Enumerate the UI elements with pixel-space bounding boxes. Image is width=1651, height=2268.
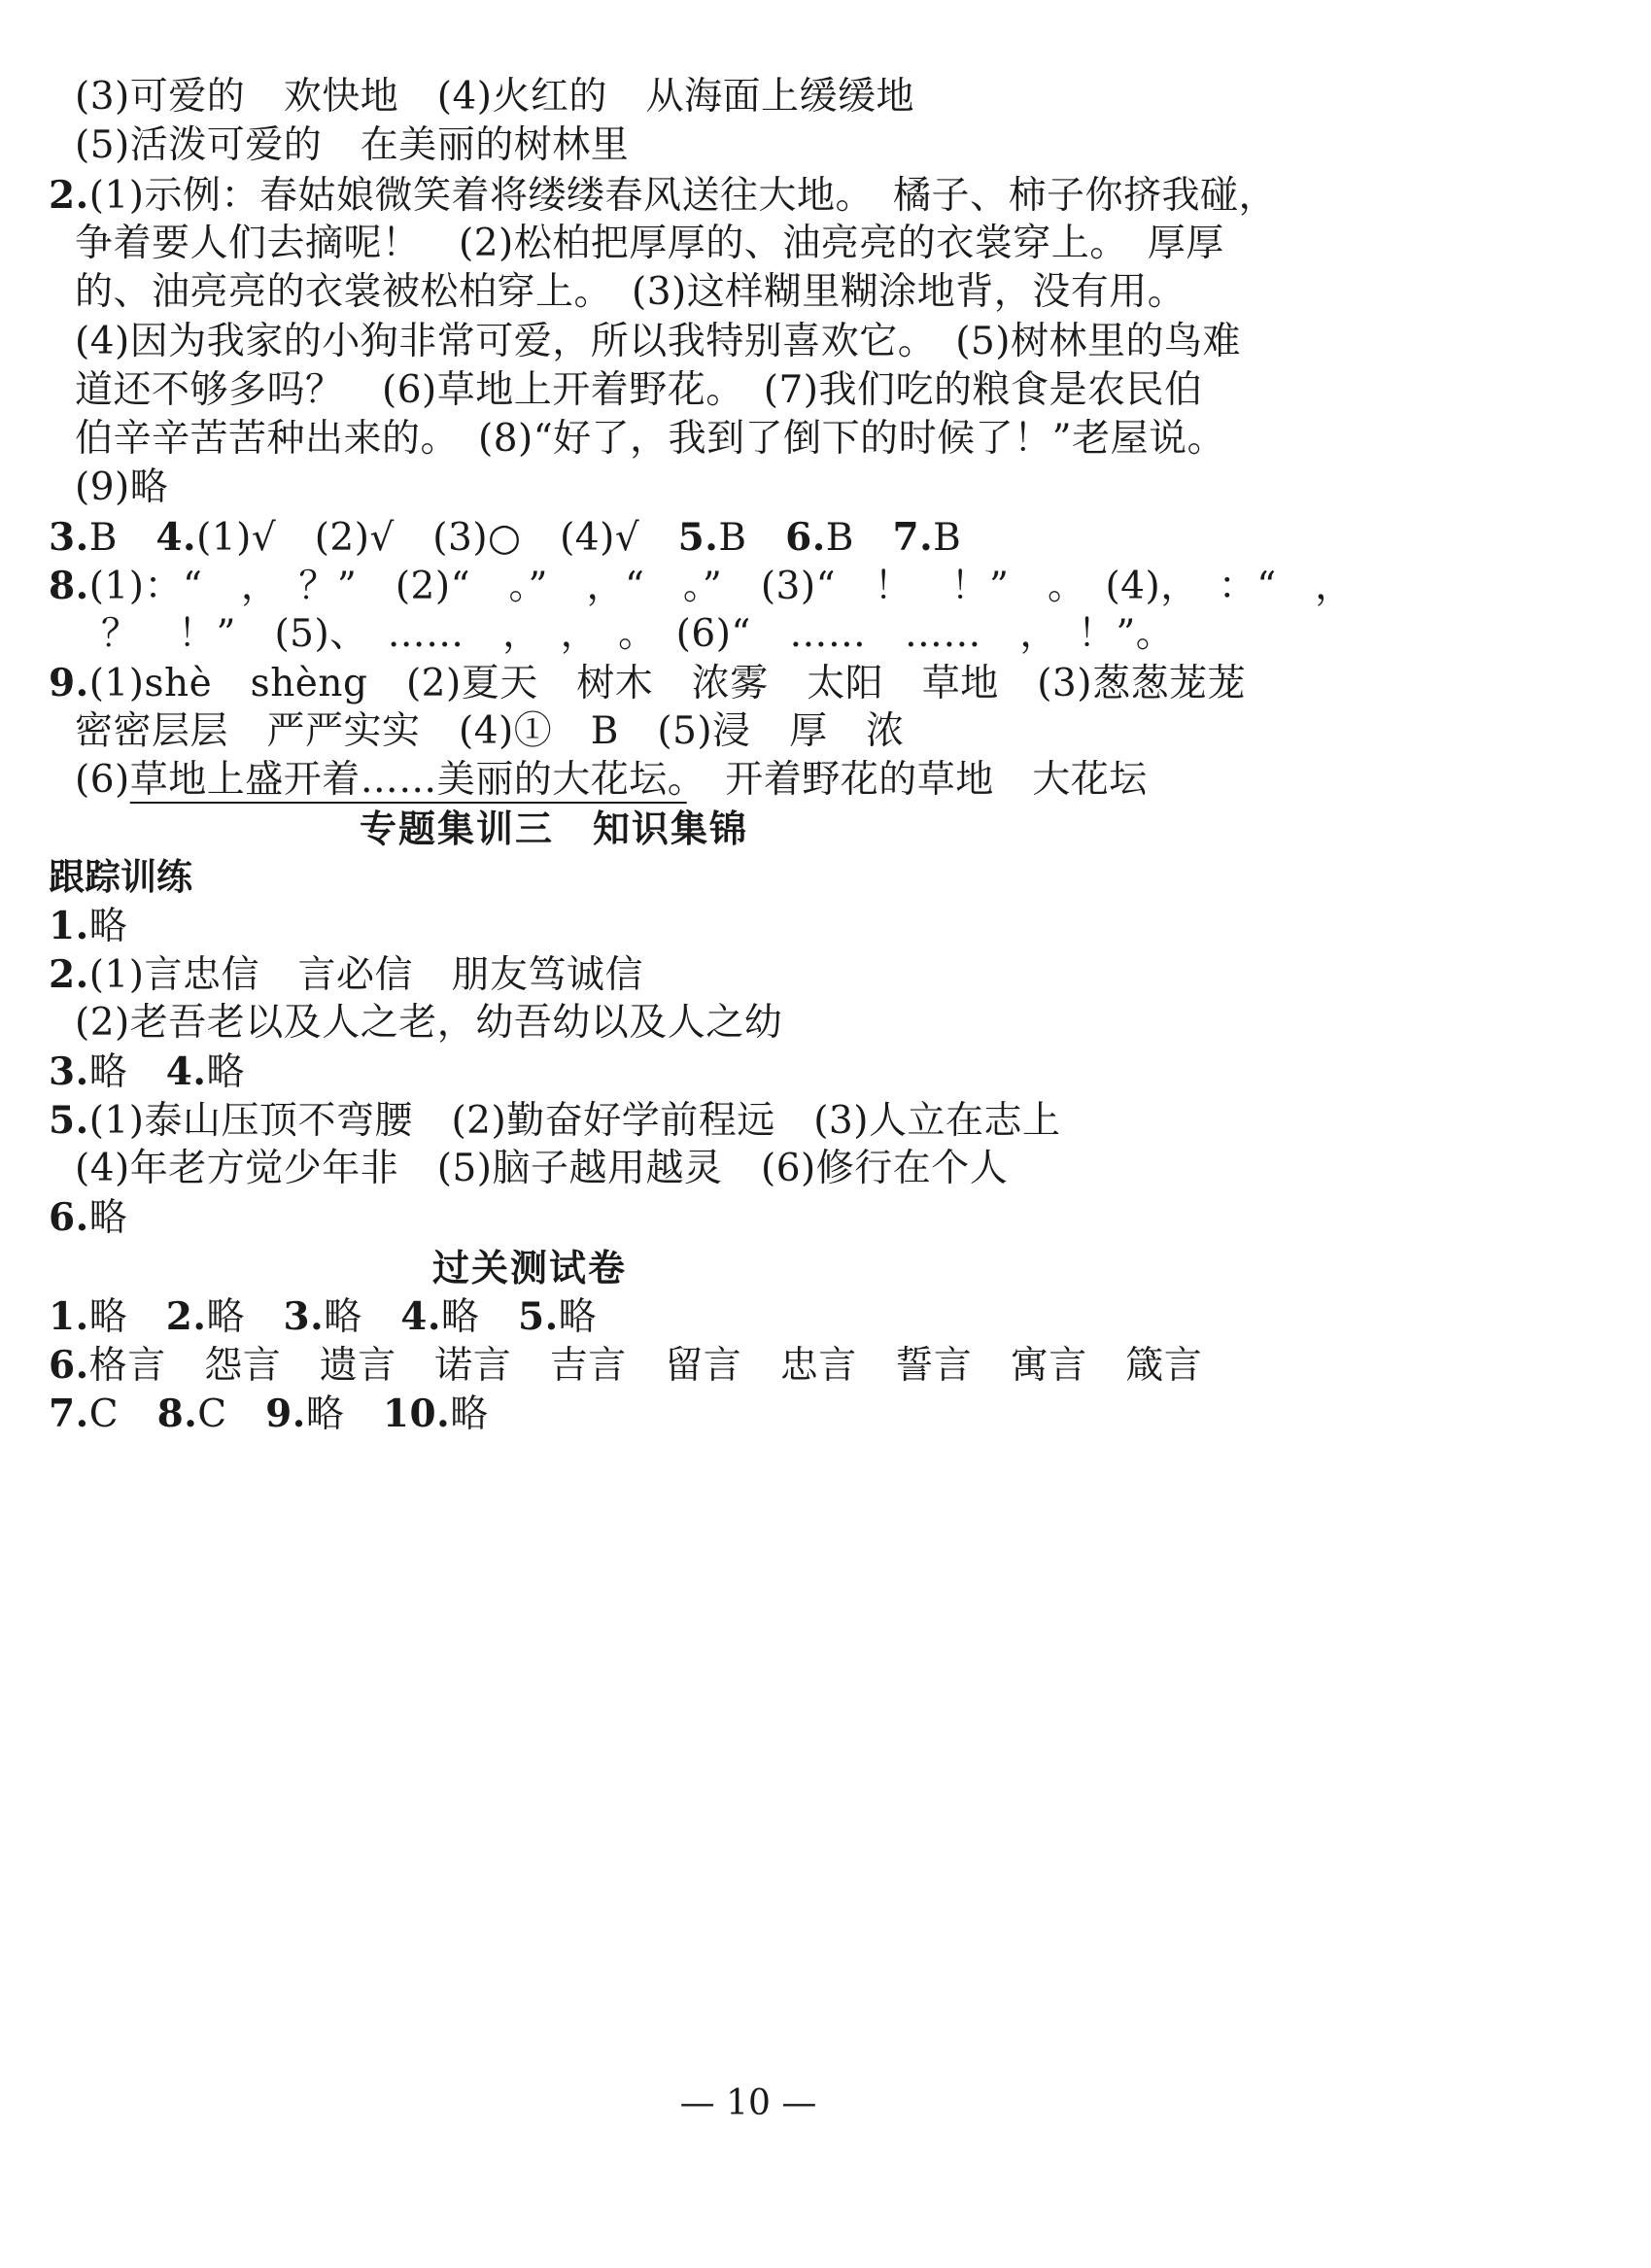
question-number: 7. <box>49 1392 89 1436</box>
answer-text: (1)泰山压顶不弯腰 (2)勤奋好学前程远 (3)人立在志上 <box>88 1099 1061 1143</box>
question-number: 2. <box>49 952 89 997</box>
answer-text: 略 <box>450 1392 489 1436</box>
answer-text: 略 <box>88 1295 166 1339</box>
question-number: 6. <box>49 1195 89 1240</box>
question-number: 5. <box>49 1098 89 1143</box>
question-number: 1. <box>49 904 89 948</box>
answer-line: (4)因为我家的小狗非常可爱，所以我特别喜欢它。 (5)树林里的鸟难 <box>75 320 1241 363</box>
answer-line <box>49 1193 127 1243</box>
answer-line <box>49 1341 1202 1391</box>
question-number: 4. <box>165 1049 207 1094</box>
answer-line: 伯辛辛苦苦种出来的。 (8)“好了，我到了倒下的时候了！”老屋说。 <box>75 417 1226 461</box>
question-number: 9. <box>265 1392 306 1436</box>
answer-line <box>49 1390 489 1439</box>
question-number: 6. <box>49 1343 89 1388</box>
answer-line: 道还不够多吗？ (6)草地上开着野花。 (7)我们吃的粮食是农民伯 <box>75 368 1203 412</box>
question-number: 9. <box>49 661 89 705</box>
question-number: 6. <box>785 515 826 560</box>
answer-line <box>49 1048 245 1097</box>
question-number: 3. <box>283 1294 325 1339</box>
question-number: 8. <box>49 564 89 608</box>
answer-text: B <box>88 516 156 560</box>
question-number: 3. <box>49 1049 89 1094</box>
answer-line: (5)活泼可爱的 在美丽的树林里 <box>75 123 630 167</box>
question-number: 3. <box>49 515 89 560</box>
question-number: 10. <box>382 1392 451 1436</box>
answer-text: C <box>88 1392 157 1436</box>
answer-text: 略 <box>305 1392 383 1436</box>
answer-line-2-1 <box>49 171 1277 221</box>
answer-text: (6) <box>75 758 130 802</box>
underlined-answer: 草地上盛开着……美丽的大花坛。 <box>129 758 687 802</box>
answer-line: 的、油亮亮的衣裳被松柏穿上。 (3)这样糊里糊涂地背，没有用。 <box>75 270 1187 314</box>
answer-line <box>49 950 643 1000</box>
question-number: 7. <box>892 515 934 560</box>
answer-text: 略 <box>206 1295 284 1339</box>
question-number: 2. <box>49 173 89 218</box>
answer-text: 略 <box>206 1050 245 1094</box>
question-number: 5. <box>677 515 719 560</box>
answer-line: 密密层层 严严实实 (4)① B (5)浸 厚 浓 <box>75 709 905 753</box>
test-heading: 过关测试卷 <box>432 1247 628 1289</box>
answer-line <box>49 902 127 951</box>
answer-line: (3)可爱的 欢快地 (4)火红的 从海面上缓缓地 <box>75 75 914 119</box>
answer-text: (1)√ (2)√ (3)○ (4)√ <box>196 516 678 560</box>
answer-text: 略 <box>558 1295 598 1339</box>
answer-text: 略 <box>88 1196 128 1240</box>
answer-line: 争着要人们去摘呢！ (2)松柏把厚厚的、油亮亮的衣裳穿上。 厚厚 <box>75 222 1224 265</box>
answer-line: (2)老吾老以及人之老，幼吾幼以及人之幼 <box>75 1001 783 1045</box>
answer-text: B <box>718 516 786 560</box>
answer-text: (1)shè shèng (2)夏天 树木 浓雾 太阳 草地 (3)葱葱茏茏 <box>88 662 1246 705</box>
answer-text: B <box>933 516 962 560</box>
page-number: — 10 — <box>679 2083 817 2123</box>
answer-text: 略 <box>88 905 128 948</box>
answer-line: ？ ！” (5)、 …… ， ， 。 (6)“ …… …… ， ！”。 <box>101 612 1175 656</box>
answer-line-3-7 <box>49 513 961 563</box>
question-number: 5. <box>517 1294 559 1339</box>
question-number: 4. <box>155 515 197 560</box>
answer-line-8 <box>49 562 1354 611</box>
answer-line <box>75 756 1148 805</box>
question-number: 2. <box>165 1294 207 1339</box>
answer-line-9 <box>49 659 1246 708</box>
answer-line: (4)年老方觉少年非 (5)脑子越用越灵 (6)修行在个人 <box>75 1147 1009 1190</box>
question-number: 4. <box>400 1294 441 1339</box>
answer-text: 略 <box>88 1050 166 1094</box>
answer-text: (1)言忠信 言必信 朋友笃诚信 <box>88 953 643 997</box>
answer-text: 格言 怨言 遗言 诺言 吉言 留言 忠言 誓言 寓言 箴言 <box>88 1344 1203 1388</box>
answer-line: (9)略 <box>75 465 169 509</box>
answer-line <box>49 1292 597 1342</box>
answer-text: 略 <box>324 1295 401 1339</box>
answer-text: (1)示例：春姑娘微笑着将缕缕春风送往大地。 橘子、柿子你挤我碰， <box>88 174 1277 218</box>
answer-text: 开着野花的草地 大花坛 <box>686 758 1148 802</box>
section-heading: 专题集训三 知识集锦 <box>360 808 749 850</box>
answer-text: B <box>825 516 893 560</box>
question-number: 8. <box>156 1392 198 1436</box>
answer-line <box>49 1096 1060 1146</box>
subsection-heading: 跟踪训练 <box>49 856 192 898</box>
answer-text: C <box>197 1392 266 1436</box>
question-number: 1. <box>49 1294 89 1339</box>
answer-text: 略 <box>440 1295 518 1339</box>
answer-text: (1)：“ ， ？” (2)“ 。” ，“ 。” (3)“ ！ ！” 。 (4)， ：“ ， <box>88 565 1354 608</box>
